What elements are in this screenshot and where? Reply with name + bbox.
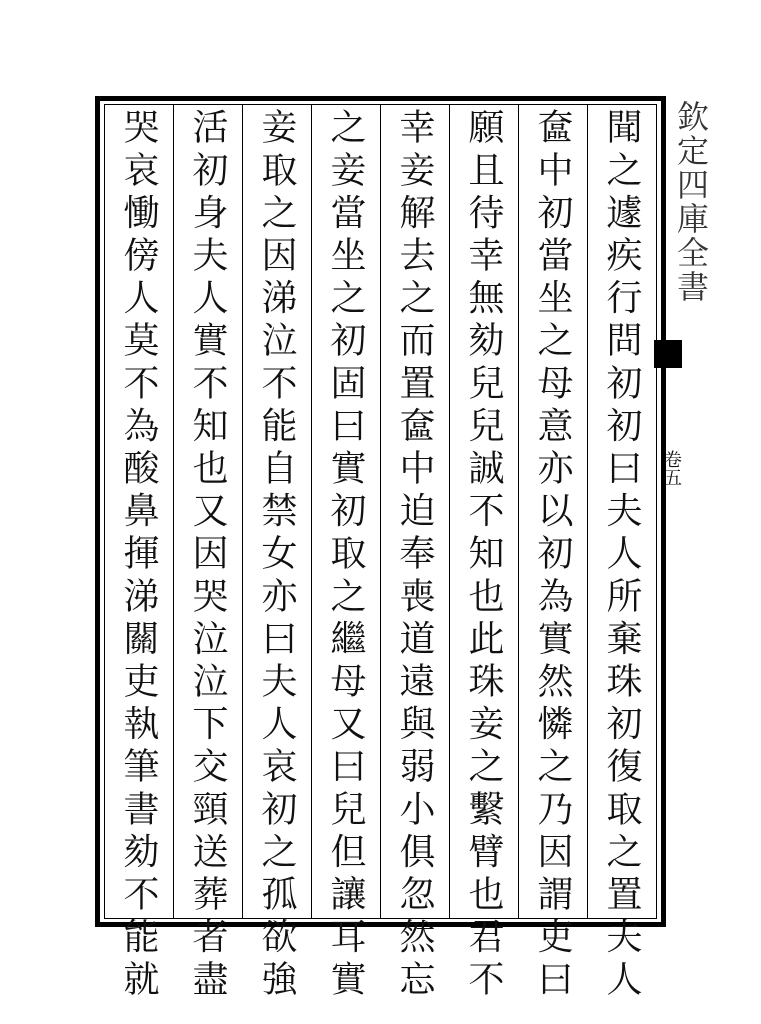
text-column-2: 奩中初當坐之母意亦以初為實然憐之乃因謂吏曰: [532, 108, 573, 1003]
text-column-6: 妾取之因涕泣不能自禁女亦曰夫人哀初之孤欲強: [256, 108, 297, 1003]
text-column-3: 願且待幸無劾兒兒誠不知也此珠妾之繫臂也君不: [463, 108, 504, 1003]
column-rule: [380, 104, 381, 919]
column-rule: [587, 104, 588, 919]
column-rule: [449, 104, 450, 919]
text-column-5: 之妾當坐之初固曰實初取之繼母又曰兒但讓耳實: [325, 108, 366, 1003]
text-column-8: 哭哀慟傍人莫不為酸鼻揮涕關吏執筆書劾不能就: [118, 108, 159, 1003]
margin-book-title: 欽定四庫全書: [672, 100, 710, 304]
column-rule: [518, 104, 519, 919]
margin-juan-label: 卷五: [661, 450, 682, 486]
column-rule: [311, 104, 312, 919]
text-column-1: 聞之遽疾行問初初曰夫人所棄珠初復取之置夫人: [601, 108, 642, 1003]
column-rule: [242, 104, 243, 919]
text-column-7: 活初身夫人實不知也又因哭泣泣下交頸送葬者盡: [187, 108, 228, 1003]
text-column-4: 幸妾解去之而置奩中迫奉喪道遠與弱小俱忽然忘: [394, 108, 435, 1003]
column-rule: [173, 104, 174, 919]
